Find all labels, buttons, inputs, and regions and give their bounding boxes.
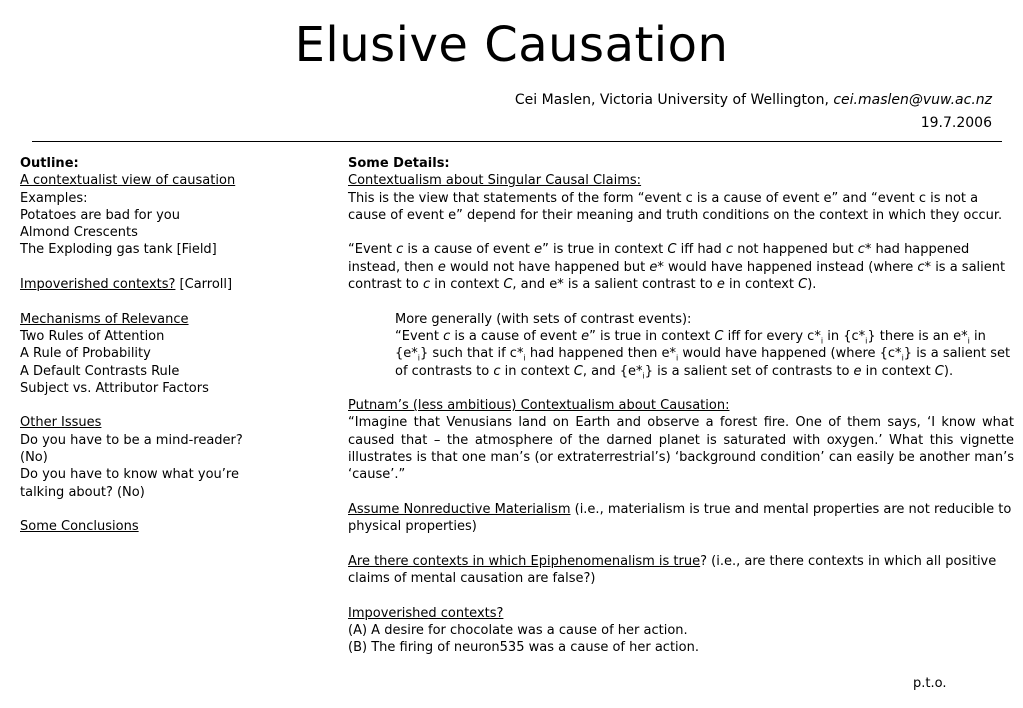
details-section-title: Contextualism about Singular Causal Claims: <box>348 173 642 189</box>
outline-item: Examples: <box>20 190 88 206</box>
outline-item: (No) <box>20 450 48 466</box>
outline-item: talking about? (No) <box>20 484 145 500</box>
details-section-title: Putnam’s (less ambitious) Contextualism about Causation: <box>348 398 730 414</box>
details-section-title: Assume Nonreductive Materialism <box>348 501 571 517</box>
author-line <box>515 90 992 110</box>
details-heading: Some Details: <box>348 156 450 171</box>
details-paragraph: “Event c is a cause of event e” is true in context C iff had c not happened but c* had happened instead, then e would not have happened but e* would have happened instead (where c* is a salient contrast to c in context C, and e* is a salient contrast to e in context C). <box>348 242 1006 293</box>
details-item: (A) A desire for chocolate was a cause of her action. <box>348 623 688 639</box>
outline-column <box>20 155 310 536</box>
outline-item: Potatoes are bad for you <box>20 207 180 223</box>
outline-heading: Outline: <box>20 156 79 171</box>
outline-item: Almond Crescents <box>20 225 138 241</box>
details-quote: “Imagine that Venusians land on Earth and observe a forest fire. One of them says, ‘I know what caused that – the atmosphere of the darned planet is saturated with oxygen.’ What this vignette illustrates is that one man’s (or extraterrestrial’s) ‘background condition’ can easily be another man’s ‘cause’.” <box>348 415 1014 483</box>
pto-note: p.t.o. <box>913 676 947 691</box>
outline-item: Subject vs. Attributor Factors <box>20 380 209 396</box>
author-email: cei.maslen@vuw.ac.nz <box>833 92 992 108</box>
date: 19.7.2006 <box>920 115 992 131</box>
page-title: Elusive Causation <box>294 17 729 73</box>
details-paragraph: Assume Nonreductive Materialism (i.e., materialism is true and mental properties are not reducible to physical properties) <box>348 501 1012 535</box>
outline-section-title: A contextualist view of causation <box>20 173 236 189</box>
outline-item: A Rule of Probability <box>20 346 151 362</box>
outline-item: Two Rules of Attention <box>20 328 165 344</box>
details-section-title: Are there contexts in which Epiphenomenalism is true <box>348 553 701 569</box>
details-paragraph: This is the view that statements of the form “event c is a cause of event e” and “event c is not a cause of event e” depend for their meaning and truth conditions on the context in which they occur. <box>348 190 1003 223</box>
details-general-statement: “Event c is a cause of event e” is true in context C iff for every $c*_i$ in $\{c*_i\}$ there is an $e*_i$ in $\{e*_i\}$ such that if $c*_i$ had happened then $e*_i$ would have happened (where $\{c*_i\}$ is a salient set of contrasts to c in context C, and $\{e*_i\}$ is a salient set of contrasts to e in context C). <box>395 328 1011 381</box>
header-rule <box>32 141 1002 142</box>
details-general-intro: More generally (with sets of contrast events): <box>395 311 692 327</box>
author-name: Cei Maslen, Victoria University of Wellington, <box>514 92 834 108</box>
outline-item: Do you have to know what you’re <box>20 467 239 483</box>
outline-section <box>20 276 310 293</box>
outline-section-title: Some Conclusions <box>20 519 139 535</box>
outline-section-title: Mechanisms of Relevance <box>20 311 189 327</box>
outline-section-title: Other Issues <box>20 415 102 431</box>
outline-item: Do you have to be a mind-reader? <box>20 432 243 448</box>
details-section-title: Impoverished contexts? <box>348 605 504 621</box>
details-indented-block <box>348 311 1014 380</box>
details-item: (B) The firing of neuron535 was a cause of her action. <box>348 640 699 656</box>
outline-item: The Exploding gas tank [Field] <box>20 242 217 258</box>
details-paragraph: Are there contexts in which Epiphenomenalism is true? (i.e., are there contexts in which all positive claims of mental causation are false?) <box>348 553 997 587</box>
details-column <box>348 155 1014 657</box>
outline-item: A Default Contrasts Rule <box>20 363 180 379</box>
outline-section-suffix: [Carroll] <box>175 277 233 293</box>
outline-section-title: Impoverished contexts? <box>20 277 176 293</box>
